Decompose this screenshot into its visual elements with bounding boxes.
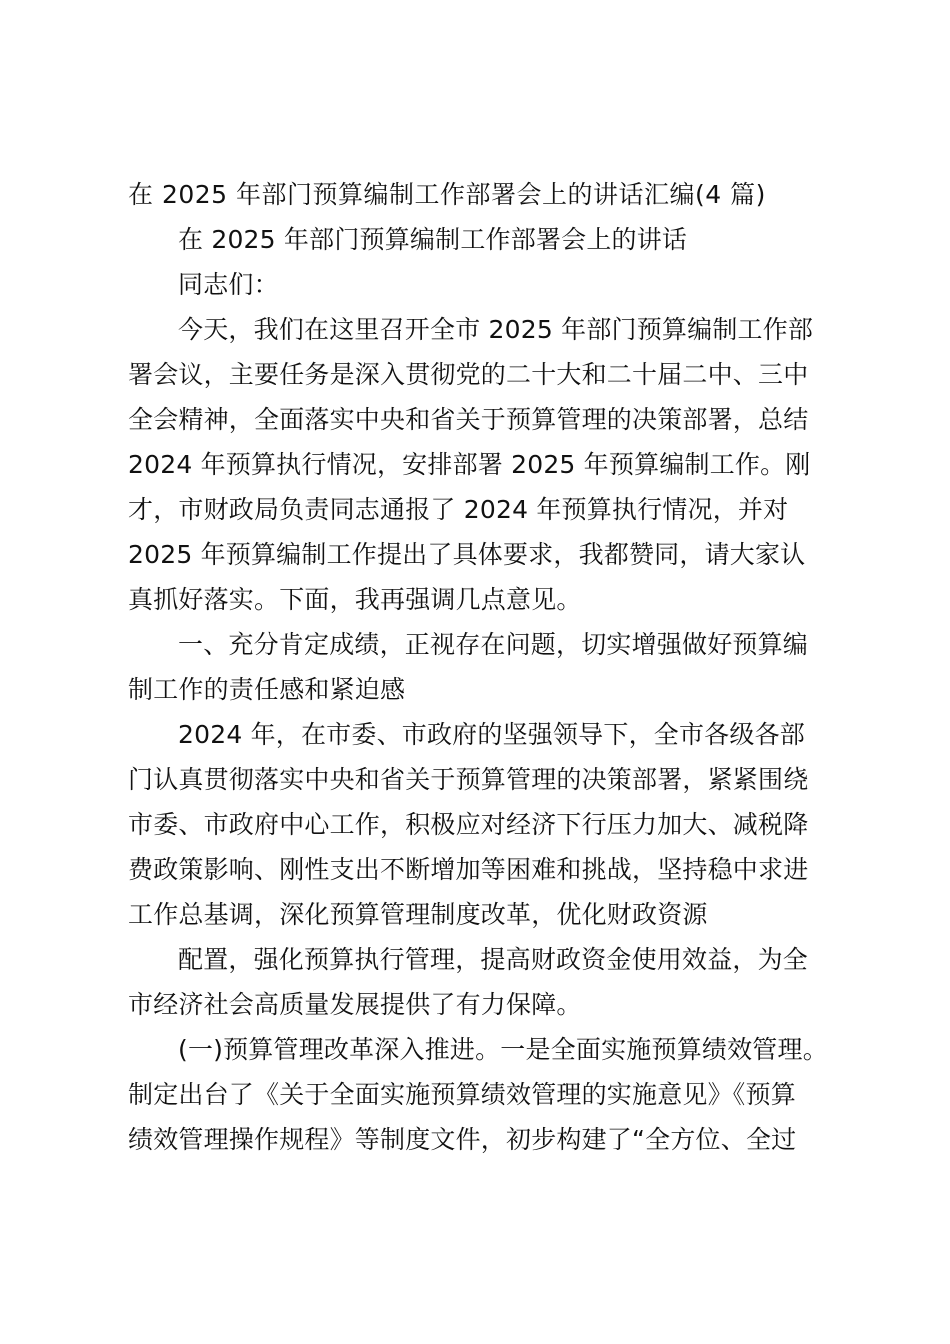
paragraph-line: 配置，强化预算执行管理，提高财政资金使用效益，为全 <box>178 945 809 974</box>
achievements-paragraph <box>128 712 828 937</box>
paragraph-line: 全会精神，全面落实中央和省关于预算管理的决策部署，总结 <box>128 405 809 434</box>
paragraph-line: 工作总基调，深化预算管理制度改革，优化财政资源 <box>128 900 708 929</box>
paragraph-line: 今天，我们在这里召开全市 2025 年部门预算编制工作部 <box>178 315 814 344</box>
paragraph-line: 2024 年预算执行情况，安排部署 2025 年预算编制工作。刚 <box>128 450 811 479</box>
achievements-continued-paragraph <box>128 937 828 1027</box>
heading-line: 一、充分肯定成绩，正视存在问题，切实增强做好预算编 <box>178 630 809 659</box>
paragraph-line: 真抓好落实。下面，我再强调几点意见。 <box>128 585 582 614</box>
paragraph-line: 费政策影响、刚性支出不断增加等困难和挑战，坚持稳中求进 <box>128 855 809 884</box>
document-title: 在 2025 年部门预算编制工作部署会上的讲话汇编(4 篇) <box>128 180 766 209</box>
heading-line: 制工作的责任感和紧迫感 <box>128 675 406 704</box>
section-heading-one <box>128 622 828 712</box>
paragraph-line: 署会议，主要任务是深入贯彻党的二十大和二十届二中、三中 <box>128 360 809 389</box>
paragraph-line: 市委、市政府中心工作，积极应对经济下行压力加大、减税降 <box>128 810 809 839</box>
reform-paragraph <box>128 1027 828 1162</box>
intro-paragraph <box>128 307 828 622</box>
paragraph-line: 才，市财政局负责同志通报了 2024 年预算执行情况，并对 <box>128 495 789 524</box>
salutation: 同志们： <box>178 270 279 299</box>
speech-subtitle: 在 2025 年部门预算编制工作部署会上的讲话 <box>178 225 688 254</box>
paragraph-line: 2024 年，在市委、市政府的坚强领导下，全市各级各部 <box>178 720 805 749</box>
paragraph-line: 门认真贯彻落实中央和省关于预算管理的决策部署，紧紧围绕 <box>128 765 809 794</box>
paragraph-line: (一)预算管理改革深入推进。一是全面实施预算绩效管理。 <box>178 1035 828 1064</box>
paragraph-line: 2025 年预算编制工作提出了具体要求，我都赞同，请大家认 <box>128 540 806 569</box>
paragraph-line: 制定出台了《关于全面实施预算绩效管理的实施意见》《预算 <box>128 1080 796 1109</box>
document-page <box>128 172 828 1162</box>
paragraph-line: 市经济社会高质量发展提供了有力保障。 <box>128 990 582 1019</box>
paragraph-line: 绩效管理操作规程》等制度文件，初步构建了“全方位、全过 <box>128 1125 797 1154</box>
